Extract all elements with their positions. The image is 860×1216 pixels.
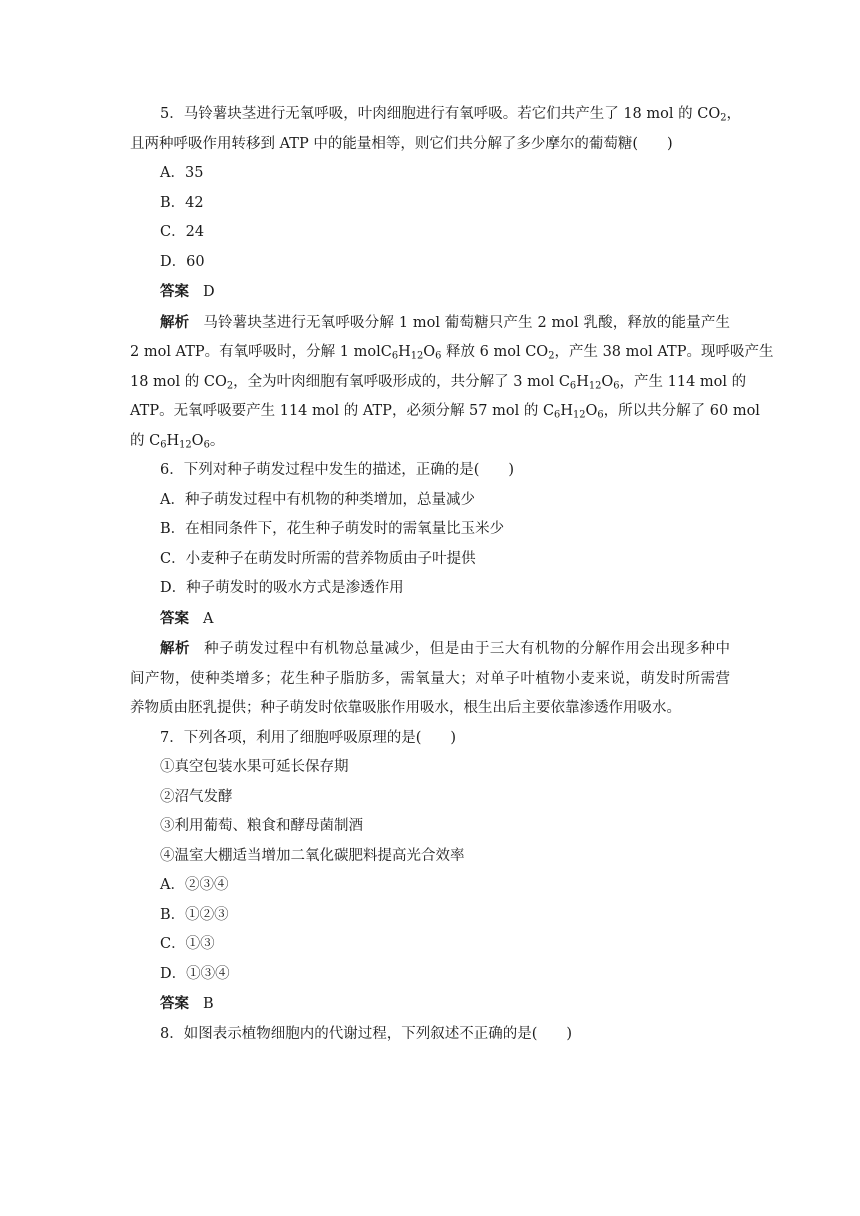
- q5-option-b: B．42: [160, 194, 204, 211]
- answer-label: 答案: [160, 995, 189, 1012]
- answer-label: 答案: [160, 283, 189, 300]
- q7-item-1: ①真空包装水果可延长保存期: [160, 759, 349, 775]
- q7-item-3: ③利用葡萄、粮食和酵母菌制酒: [160, 818, 363, 834]
- q5-analysis-line-3: 18 mol 的 $CO_2$，全为叶肉细胞有氧呼吸形成的，共分解了 3 mol $C_6H_{12}O_6$，产生 114 mol 的: [130, 373, 747, 391]
- q7-item-4: ④温室大棚适当增加二氧化碳肥料提高光合效率: [160, 847, 465, 864]
- answer-value: A: [203, 610, 214, 627]
- answer-label: 答案: [160, 609, 189, 627]
- q5-option-d: D．60: [160, 253, 205, 270]
- q5-analysis-line-5: 的 $C_6H_{12}O_6$。: [130, 432, 225, 450]
- analysis-text: 种子萌发过程中有机物总量减少，但是由于三大有机物的分解作用会出现多种中: [204, 641, 731, 657]
- answer-value: B: [203, 996, 214, 1012]
- q7-option-a: A．②③④: [160, 877, 229, 893]
- q7-option-c: C．①③: [160, 936, 215, 952]
- q6-analysis-line-2: 间产物，使种类增多；花生种子脂肪多，需氧量大；对单子叶植物小麦来说，萌发时所需营: [130, 670, 730, 687]
- q5-analysis-line-1: [130, 308, 730, 339]
- answer-value: D: [203, 284, 215, 300]
- analysis-label: 解析: [160, 313, 190, 331]
- q7-stem: 7．下列各项，利用了细胞呼吸原理的是( ): [160, 729, 457, 746]
- document-content: [130, 100, 774, 1049]
- q5-answer: [130, 277, 730, 308]
- q5-stem-line-1: 5．马铃薯块茎进行无氧呼吸，叶肉细胞进行有氧呼吸。若它们共产生了 18 mol 的 $CO_2$，: [160, 106, 741, 124]
- analysis-text: 马铃薯块茎进行无氧呼吸分解 1 mol 葡萄糖只产生 2 mol 乳酸，释放的能量产生: [203, 314, 730, 331]
- q6-option-b: B．在相同条件下，花生种子萌发时的需氧量比玉米少: [160, 521, 505, 537]
- q5-option-c: C．24: [160, 224, 205, 240]
- q5-option-a: A．35: [160, 165, 204, 181]
- q5-stem-line-2: 且两种呼吸作用转移到 ATP 中的能量相等，则它们共分解了多少摩尔的葡萄糖( ): [130, 135, 673, 152]
- q7-answer: [130, 989, 730, 1020]
- q6-analysis-line-3: 养物质由胚乳提供；种子萌发时依靠吸胀作用吸水，根生出后主要依靠渗透作用吸水。: [130, 700, 681, 716]
- analysis-label: 解析: [160, 640, 191, 657]
- q6-analysis-line-1: [130, 634, 730, 665]
- q7-option-d: D．①③④: [160, 965, 230, 982]
- q7-item-2: ②沼气发酵: [160, 788, 233, 805]
- q5-analysis-line-2: 2 mol ATP。有氧呼吸时，分解 1 $molC_6H_{12}O_6$ 释放 6 mol $CO_2$，产生 38 mol ATP。现呼吸产生: [130, 344, 774, 362]
- q8-stem: 8．如图表示植物细胞内的代谢过程，下列叙述不正确的是( ): [160, 1025, 573, 1042]
- q6-option-a: A．种子萌发过程中有机物的种类增加，总量减少: [160, 491, 475, 508]
- q6-answer: [130, 604, 730, 635]
- q6-option-d: D．种子萌发时的吸水方式是渗透作用: [160, 580, 404, 596]
- q6-stem: 6．下列对种子萌发过程中发生的描述，正确的是( ): [160, 462, 515, 478]
- q7-option-b: B．①②③: [160, 906, 229, 923]
- q6-option-c: C．小麦种子在萌发时所需的营养物质由子叶提供: [160, 550, 476, 567]
- q5-analysis-line-4: ATP。无氧呼吸要产生 114 mol 的 ATP，必须分解 57 mol 的 $C_6H_{12}O_6$，所以共分解了 60 mol: [130, 403, 760, 421]
